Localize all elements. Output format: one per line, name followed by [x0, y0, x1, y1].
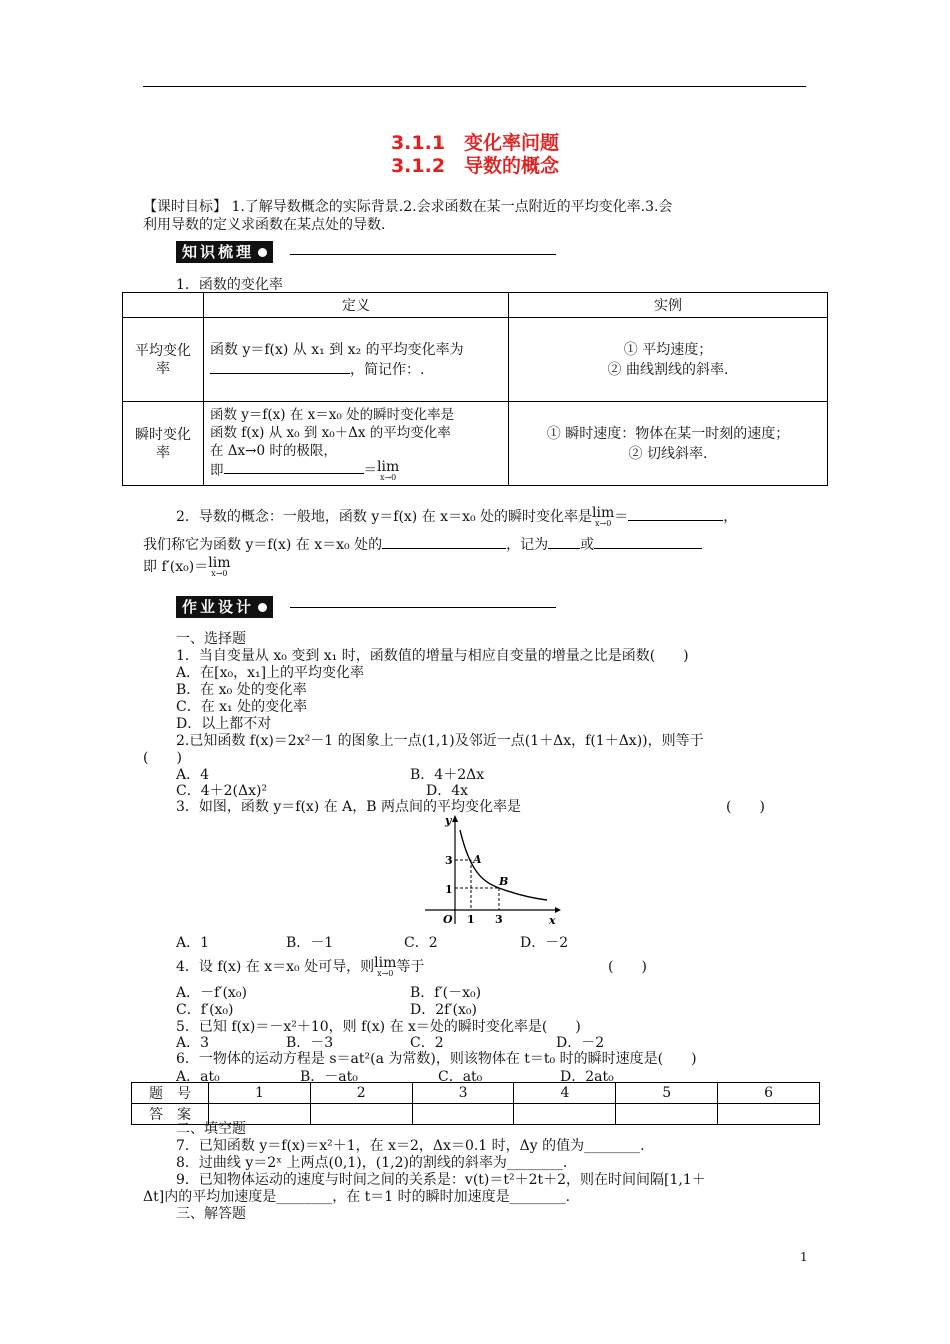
q2-option-d: D．4x	[426, 783, 469, 799]
question-9: 9．已知物体运动的速度与时间之间的关系是：v(t)＝t²＋2t＋2，则在时间间隔[1,1＋	[176, 1172, 706, 1188]
answer-blank[interactable]	[628, 520, 723, 521]
table-corner	[123, 293, 204, 318]
question-2: 2.已知函数 f(x)＝2x²－1 的图象上一点(1,1)及邻近一点(1＋Δx，f(1＋Δx))，则等于	[176, 733, 704, 749]
origin-label: O	[443, 913, 453, 926]
q5-option-a: A．3	[176, 1035, 210, 1051]
rate-table	[122, 292, 828, 486]
knowledge-item-2: 2．导数的概念：一般地，函数 y＝f(x) 在 x＝x₀ 处的瞬时变化率是 lim x→0 ＝ ，	[176, 505, 738, 528]
x-axis-arrow-icon	[555, 907, 561, 913]
answer-number: 2	[310, 1083, 412, 1104]
q3-function-graph	[415, 812, 565, 928]
q3-option-a: A．1	[176, 935, 210, 951]
table-row-head: 瞬时变化率	[123, 402, 204, 486]
section-label: 作业设计	[182, 598, 255, 616]
answer-number: 6	[718, 1083, 820, 1104]
q5-option-c: C．2	[410, 1035, 444, 1051]
question-6: 6．一物体的运动方程是 s＝at²(a 为常数)，则该物体在 t＝t₀ 时的瞬时速度是( )	[176, 1051, 697, 1067]
answer-cell[interactable]	[412, 1104, 514, 1125]
section-label: 知识梳理	[182, 243, 255, 261]
section-banner-knowledge	[176, 241, 273, 263]
table-cell-example: ① 瞬时速度：物体在某一时刻的速度； ② 切线斜率.	[509, 402, 828, 486]
answer-cell[interactable]	[616, 1104, 718, 1125]
section-banner-homework	[176, 596, 273, 618]
answer-number: 1	[209, 1083, 311, 1104]
question-4: 4．设 f(x) 在 x＝x₀ 处可导，则 lim x→0 等于	[176, 955, 425, 978]
table-cell-example: ① 平均速度； ② 曲线割线的斜率.	[509, 318, 828, 402]
page-number: 1	[800, 1250, 808, 1264]
q2-option-c: C．4＋2(Δx)²	[176, 783, 268, 799]
q3-paren: ( )	[726, 799, 765, 815]
answer-blank[interactable]	[224, 473, 364, 474]
q5-option-d: D．－2	[556, 1035, 605, 1051]
limit-symbol: lim x→0	[592, 505, 615, 528]
q1-option-a: A．在[x₀，x₁]上的平均变化率	[176, 665, 365, 681]
question-7: 7．已知函数 y＝f(x)＝x²＋1，在 x＝2，Δx＝0.1 时，Δy 的值为________.	[176, 1138, 645, 1154]
q2-paren: ( )	[143, 750, 182, 766]
table-row-head: 平均变化率	[123, 318, 204, 402]
answer-number: 5	[616, 1083, 718, 1104]
part-3-heading: 三、解答题	[176, 1206, 246, 1222]
answer-number: 4	[514, 1083, 616, 1104]
question-8: 8．过曲线 y＝2ˣ 上两点(0,1)，(1,2)的割线的斜率为________.	[176, 1155, 568, 1171]
answer-blank[interactable]	[594, 548, 702, 549]
part-2-heading: 二、填空题	[176, 1121, 246, 1137]
answer-blank[interactable]	[210, 373, 350, 374]
question-3: 3．如图，函数 y＝f(x) 在 A，B 两点间的平均变化率是	[176, 799, 522, 815]
q4-option-c: C．f′(x₀)	[176, 1002, 234, 1018]
y-tick-3: 3	[445, 854, 453, 867]
question-5: 5．已知 f(x)＝－x²＋10，则 f(x) 在 x＝处的瞬时变化率是( )	[176, 1019, 581, 1035]
q2-option-b: B．4＋2Δx	[410, 767, 485, 783]
knowledge-item-1: 1．函数的变化率	[176, 277, 283, 293]
goals-line-1: 【课时目标】 1.了解导数概念的实际背景.2.会求函数在某一点附近的平均变化率.3.会	[143, 199, 673, 215]
bullet-dot-icon	[258, 248, 267, 257]
limit-symbol: lim x→0	[377, 458, 400, 482]
q3-option-c: C．2	[404, 935, 438, 951]
point-a-label: A	[473, 853, 482, 866]
answer-cell[interactable]	[718, 1104, 820, 1125]
q4-option-b: B．f′(－x₀)	[410, 985, 482, 1001]
y-tick-1: 1	[445, 883, 453, 896]
table-cell-def	[204, 318, 509, 402]
section-rule	[290, 254, 556, 255]
q1-option-c: C．在 x₁ 处的变化率	[176, 699, 308, 715]
q4-option-a: A．－f′(x₀)	[176, 985, 247, 1001]
q6-option-b: B．－at₀	[300, 1069, 358, 1085]
knowledge-item-2b: 我们称它为函数 y＝f(x) 在 x＝x₀ 处的 ，记为 或	[143, 534, 702, 554]
limit-symbol: lim x→0	[374, 955, 397, 978]
answer-cell[interactable]	[514, 1104, 616, 1125]
x-tick-1: 1	[467, 913, 475, 926]
answer-blank[interactable]	[548, 548, 580, 549]
q4-option-d: D．2f′(x₀)	[410, 1002, 477, 1018]
q5-option-b: B．－3	[286, 1035, 334, 1051]
q1-option-b: B．在 x₀ 处的变化率	[176, 682, 307, 698]
q3-option-b: B．－1	[286, 935, 334, 951]
knowledge-item-2c: 即 f′(x₀)＝ lim x→0	[143, 555, 231, 578]
y-label: y	[445, 814, 452, 827]
y-axis-arrow-icon	[452, 815, 458, 822]
bullet-dot-icon	[258, 603, 267, 612]
q1-option-d: D．以上都不对	[176, 716, 272, 732]
def-text: 函数 y＝f(x) 从 x₁ 到 x₂ 的平均变化率为	[210, 341, 464, 358]
question-1: 1．当自变量从 x₀ 变到 x₁ 时，函数值的增量与相应自变量的增量之比是函数( )	[176, 648, 689, 664]
q3-option-d: D．－2	[520, 935, 569, 951]
title-line-1: 3.1.1 变化率问题	[390, 132, 560, 154]
section-rule	[290, 607, 556, 608]
q6-option-a: A．at₀	[176, 1069, 220, 1085]
answer-number: 3	[412, 1083, 514, 1104]
table-cell-def: 函数 y＝f(x) 在 x＝x₀ 处的瞬时变化率是 函数 f(x) 从 x₀ 到 x₀＋Δx 的平均变化率 在 Δx→0 时的极限， 即 ＝ lim x→0	[204, 402, 509, 486]
answer-table-label: 答 案	[132, 1104, 209, 1125]
x-tick-3: 3	[495, 913, 503, 926]
limit-symbol: lim x→0	[208, 555, 231, 578]
point-b-label: B	[499, 875, 509, 888]
part-1-heading: 一、选择题	[176, 631, 246, 647]
def-text-2: ，简记作：.	[210, 360, 502, 380]
goals-line-2: 利用导数的定义求函数在某点处的导数.	[143, 217, 386, 233]
answer-blank[interactable]	[382, 548, 506, 549]
q2-option-a: A．4	[176, 767, 210, 783]
q6-option-d: D．2at₀	[560, 1069, 614, 1085]
header-rule	[143, 86, 806, 87]
table-header-def: 定义	[204, 293, 509, 318]
q4-paren: ( )	[608, 959, 647, 975]
title-line-2: 3.1.2 导数的概念	[390, 155, 560, 177]
table-header-example: 实例	[509, 293, 828, 318]
answer-cell[interactable]	[310, 1104, 412, 1125]
x-label: x	[549, 914, 556, 927]
answer-table-label: 题 号	[132, 1083, 209, 1104]
q6-option-c: C．at₀	[438, 1069, 483, 1085]
question-9-cont: Δt]内的平均加速度是________，在 t＝1 时的瞬时加速度是________.	[143, 1189, 571, 1205]
